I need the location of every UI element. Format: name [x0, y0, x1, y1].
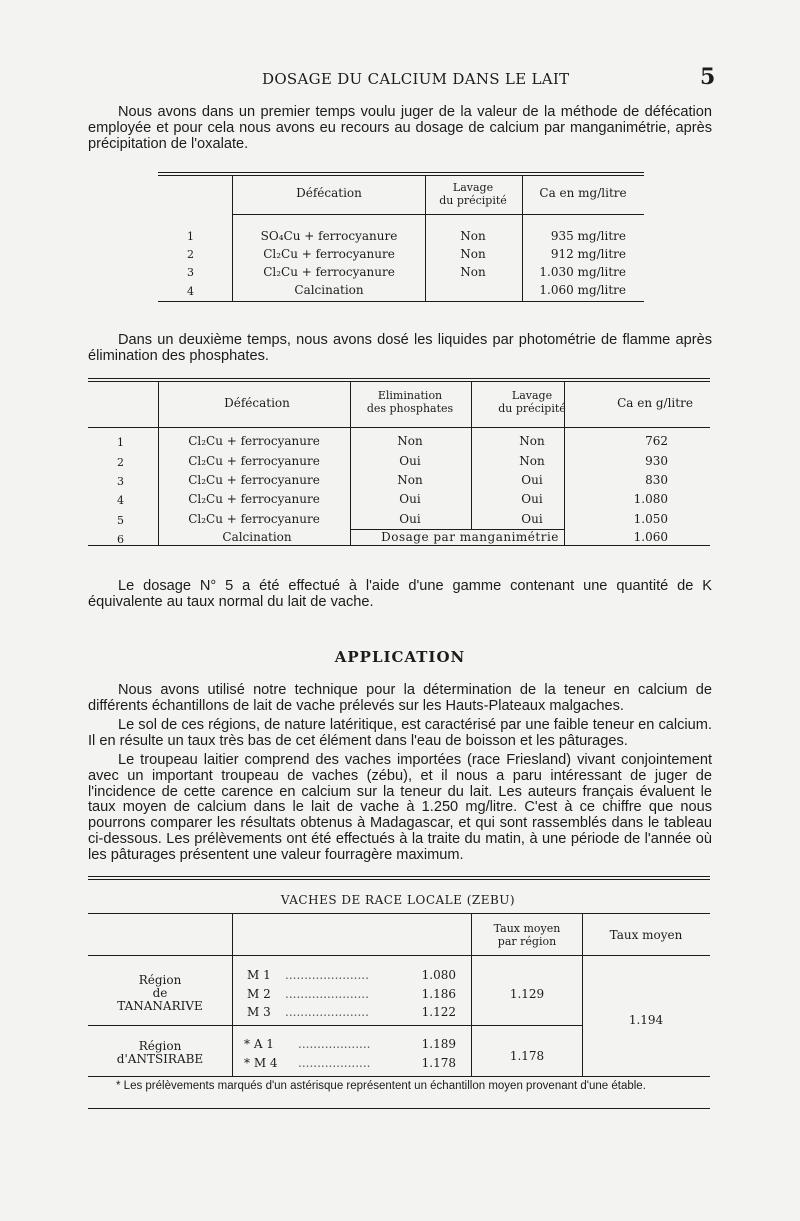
section-title: APPLICATION — [334, 648, 466, 666]
column-header: Défécation — [296, 186, 362, 200]
intro-paragraph: Nous avons dans un premier temps voulu juger de la valeur de la méthode de défécation employée et pour cela nous avons eu recours au dosage de calcium par manganimétrie, après précipitation de l'oxalate. — [88, 104, 712, 152]
sample-label: * A 1 — [244, 1037, 274, 1051]
cell-elimination: Oui — [399, 512, 421, 526]
table-column-line — [232, 914, 233, 1076]
table-rule — [88, 1108, 710, 1109]
cell-ca: 830 — [645, 473, 668, 487]
sample-value: 1.122 — [421, 1005, 456, 1019]
table-column-line — [232, 176, 233, 301]
column-header: Ca en mg/litre — [539, 186, 627, 200]
sample-label: M 3 — [247, 1005, 271, 1019]
table-rule — [88, 955, 710, 956]
table-rule — [88, 427, 710, 428]
cell-defecation: Cl₂Cu + ferrocyanure — [188, 454, 320, 468]
cell-lavage: Non — [519, 434, 545, 448]
leader-dots: ...................... — [285, 1005, 369, 1019]
column-header: Ca en g/litre — [617, 396, 693, 410]
cell-elimination: Non — [397, 473, 423, 487]
sample-label: * M 4 — [244, 1056, 278, 1070]
table-rule — [88, 381, 710, 382]
cell-elimination: Non — [397, 434, 423, 448]
row-number: 3 — [187, 266, 194, 279]
table-rule — [158, 175, 644, 176]
table-rule — [88, 1076, 710, 1077]
cell-ca: 930 — [645, 454, 668, 468]
sample-value: 1.080 — [421, 968, 456, 982]
sample-value: 1.178 — [421, 1056, 456, 1070]
sample-label: M 2 — [247, 987, 271, 1001]
cell-ca: 1.080 — [633, 492, 668, 506]
cell-lavage: Oui — [521, 512, 543, 526]
row-number: 4 — [117, 494, 124, 507]
row-number: 6 — [117, 533, 124, 546]
sample-label: M 1 — [247, 968, 271, 982]
cell-defecation: Cl₂Cu + ferrocyanure — [188, 473, 320, 487]
column-header: Lavage — [452, 181, 494, 194]
region-label: TANANARIVE — [117, 999, 203, 1013]
row-number: 3 — [117, 475, 124, 488]
column-header: Défécation — [224, 396, 290, 410]
table-column-line — [582, 914, 583, 1076]
running-header — [0, 64, 800, 94]
table-rule — [88, 545, 710, 546]
cell-lavage: Non — [460, 229, 486, 243]
table-column-line — [425, 176, 426, 301]
cell-merged-method: Dosage par manganimétrie — [381, 530, 559, 544]
cell-defecation: Cl₂Cu + ferrocyanure — [263, 265, 395, 279]
cell-defecation: Cl₂Cu + ferrocyanure — [263, 247, 395, 261]
cell-defecation: Cl₂Cu + ferrocyanure — [188, 492, 320, 506]
application-paragraph-3: Le troupeau laitier comprend des vaches importées (race Friesland) vivant conjointement avec un important troupeau de vaches (zébu), et il nous a paru intéressant de juger de l'incidence de cette carence en calcium sur la teneur du lait. Les auteurs français évaluent le taux moyen de calcium dans le lait de vache à 1.250 mg/litre. C'est à ce chiffre que nous pourrons comparer les résultats obtenus à Madagascar, et qui sont rassemblés dans le tableau ci-dessous. Les prélèvements ont été effectués à la traite du matin, à une période de l'année où les pâturages présentent une valeur fourragère maximum. — [88, 752, 712, 863]
region-average: 1.129 — [509, 987, 545, 1001]
region-label: d'ANTSIRABE — [116, 1052, 204, 1066]
column-header: par région — [497, 935, 557, 948]
leader-dots: ................... — [298, 1037, 371, 1051]
table-rule — [88, 913, 710, 914]
cell-lavage: Non — [460, 247, 486, 261]
row-number: 1 — [187, 230, 194, 243]
column-header: Elimination — [377, 389, 443, 402]
table-column-line — [350, 382, 351, 545]
note-paragraph: Le dosage N° 5 a été effectué à l'aide d'une gamme contenant une quantité de K équivalente au taux normal du lait de vache. — [88, 578, 712, 610]
table-column-line — [471, 914, 472, 1076]
cell-ca: 1.050 — [633, 512, 668, 526]
table-column-line — [522, 176, 523, 301]
cell-ca: 1.030 mg/litre — [539, 265, 626, 279]
row-number: 4 — [187, 285, 194, 298]
cell-lavage: Non — [519, 454, 545, 468]
region-label: Région — [138, 1039, 182, 1053]
table-rule — [88, 879, 710, 880]
cell-ca: 935 mg/litre — [550, 229, 626, 243]
cell-lavage: Oui — [521, 492, 543, 506]
column-header: Taux moyen — [493, 922, 561, 935]
row-number: 5 — [117, 514, 124, 527]
cell-ca: 762 — [645, 434, 668, 448]
running-title: DOSAGE DU CALCIUM DANS LE LAIT — [262, 70, 570, 88]
region-label: Région — [138, 973, 182, 987]
row-number: 1 — [117, 436, 124, 449]
table-rule — [232, 214, 644, 215]
region-label: de — [152, 986, 168, 1000]
cell-defecation: Calcination — [294, 283, 364, 297]
page-number: 5 — [700, 64, 716, 90]
column-header: Taux moyen — [609, 928, 683, 942]
sample-value: 1.189 — [421, 1037, 456, 1051]
cell-defecation: Cl₂Cu + ferrocyanure — [188, 512, 320, 526]
row-number: 2 — [187, 248, 194, 261]
cell-ca: 912 mg/litre — [550, 247, 626, 261]
column-header: du précipité — [439, 194, 507, 207]
region-average: 1.178 — [509, 1049, 545, 1063]
table-rule — [158, 172, 644, 173]
cell-lavage: Non — [460, 265, 486, 279]
column-header: Lavage — [511, 389, 553, 402]
column-header: du précipité — [498, 402, 566, 415]
cell-ca: 1.060 mg/litre — [539, 283, 626, 297]
table-rule — [88, 876, 710, 877]
second-paragraph: Dans un deuxième temps, nous avons dosé les liquides par photométrie de flamme après élimination des phosphates. — [88, 332, 712, 364]
application-paragraph-2: Le sol de ces régions, de nature latéritique, est caractérisé par une faible teneur en calcium. Il en résulte un taux très bas de cet élément dans l'eau de boisson et les pâturages. — [88, 717, 712, 749]
table-column-line — [471, 382, 472, 529]
sample-value: 1.186 — [421, 987, 456, 1001]
table-rule — [88, 378, 710, 379]
cell-elimination: Oui — [399, 492, 421, 506]
leader-dots: ................... — [298, 1056, 371, 1070]
table-rule — [88, 1025, 582, 1026]
cell-ca: 1.060 — [633, 530, 668, 544]
cell-defecation: Calcination — [222, 530, 292, 544]
application-paragraph-1: Nous avons utilisé notre technique pour la détermination de la teneur en calcium de différents échantillons de lait de vache prélevés sur les Hauts-Plateaux malgaches. — [88, 682, 712, 714]
leader-dots: ...................... — [285, 968, 369, 982]
cell-defecation: SO₄Cu + ferrocyanure — [260, 229, 398, 243]
column-header: des phosphates — [366, 402, 454, 415]
cell-elimination: Oui — [399, 454, 421, 468]
table-column-line — [158, 382, 159, 545]
table-footnote: * Les prélèvements marqués d'un astérisque représentent un échantillon moyen provenant d'une étable. — [116, 1080, 646, 1092]
overall-average: 1.194 — [628, 1013, 664, 1027]
leader-dots: ...................... — [285, 987, 369, 1001]
table-title: VACHES DE RACE LOCALE (ZEBU) — [280, 893, 516, 907]
cell-defecation: Cl₂Cu + ferrocyanure — [188, 434, 320, 448]
table-rule — [158, 301, 644, 302]
cell-lavage: Oui — [521, 473, 543, 487]
row-number: 2 — [117, 456, 124, 469]
